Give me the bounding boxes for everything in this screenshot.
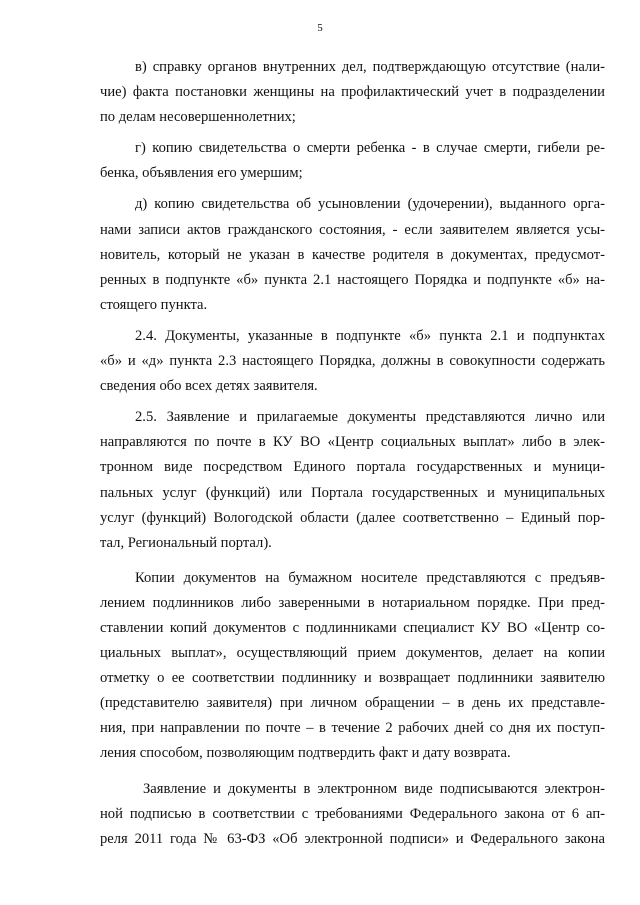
text-line: ной подписью в соответствии с требованиями Федерального закона от 6 ап-	[100, 805, 605, 822]
text-line: реля 2011 года № 63-ФЗ «Об электронной подписи» и Федерального закона	[100, 830, 605, 847]
paragraph-v	[100, 55, 605, 130]
text-line: услуг (функций) Вологодской области (далее соответственно – Единый пор-	[100, 509, 605, 526]
text-line: (представителю заявителя) при личном обращении – в день их представле-	[100, 695, 605, 712]
text-line: ления способом, позволяющим подтвердить факт и дату возврата.	[100, 745, 511, 762]
text-line: сведения обо всех детях заявителя.	[100, 378, 318, 395]
text-line: «б» и «д» пункта 2.3 настоящего Порядка, должны в совокупности содержать	[100, 353, 605, 370]
text-line: в) справку органов внутренних дел, подтверждающую отсутствие (нали-	[135, 59, 605, 75]
text-line: бенка, объявления его умершим;	[100, 165, 303, 182]
text-line: д) копию свидетельства об усыновлении (удочерении), выданного орга-	[135, 196, 605, 213]
text-line: 2.4. Документы, указанные в подпункте «б» пункта 2.1 и подпунктах	[135, 327, 605, 344]
text-line: отметку о ее соответствии подлиннику и возвращает подлинники заявителю	[100, 670, 605, 687]
text-line: нами записи актов гражданского состояния, - если заявителем является усы-	[100, 221, 605, 238]
text-line: ставлении копий документов с подлинниками специалист КУ ВО «Центр со-	[100, 619, 605, 636]
text-line: тал, Региональный портал).	[100, 534, 272, 551]
text-line: 2.5. Заявление и прилагаемые документы представляются лично или	[135, 409, 605, 426]
text-line: направляются по почте в КУ ВО «Центр социальных выплат» либо в элек-	[100, 434, 605, 451]
text-line: чие) факта постановки женщины на профилактический учет в подразделении	[100, 84, 605, 101]
page-number: 5	[317, 22, 323, 34]
paragraph-electronic	[100, 777, 605, 852]
text-line: циальных выплат», осуществляющий прием документов, делает на копии	[100, 645, 605, 662]
text-line: пальных услуг (функций) или Портала государственных и муниципальных	[100, 484, 605, 501]
text-line: тронном виде посредством Единого портала государственных и муници-	[100, 459, 605, 476]
document-body	[100, 55, 605, 852]
text-line: стоящего пункта.	[100, 296, 208, 313]
text-line: ренных в подпункте «б» пункта 2.1 настоящего Порядка и подпункте «б» на-	[100, 271, 605, 288]
text-line: г) копию свидетельства о смерти ребенка - в случае смерти, гибели ре-	[135, 140, 605, 157]
paragraph-d	[100, 192, 605, 317]
text-line: ния, при направлении по почте – в течение 2 рабочих дней со дня их поступ-	[100, 720, 605, 737]
text-line: новитель, который не указан в качестве родителя в документах, предусмот-	[100, 246, 605, 263]
text-line: по делам несовершеннолетних;	[100, 109, 296, 126]
text-line: Заявление и документы в электронном виде подписываются электрон-	[143, 780, 605, 797]
paragraph-2-5	[100, 405, 605, 556]
text-line: лением подлинников либо заверенными в нотариальном порядке. При пред-	[100, 594, 605, 611]
paragraph-copies	[100, 566, 605, 767]
text-line: Копии документов на бумажном носителе представляются с предъяв-	[135, 569, 605, 586]
paragraph-g	[100, 136, 605, 186]
paragraph-2-4	[100, 324, 605, 399]
